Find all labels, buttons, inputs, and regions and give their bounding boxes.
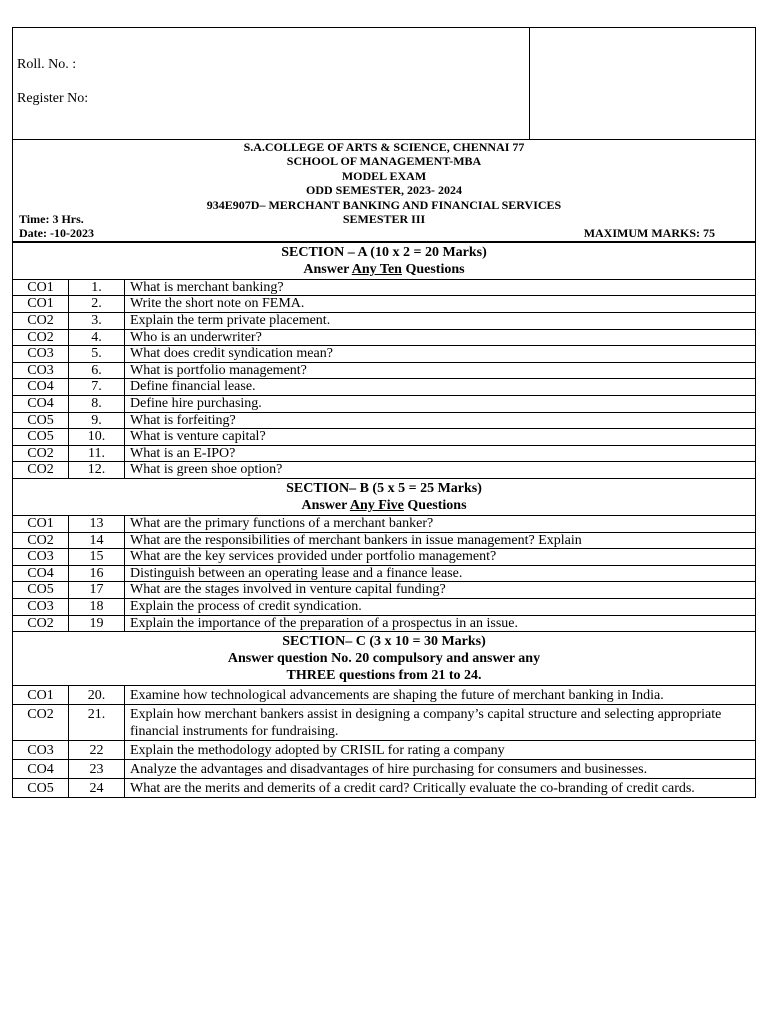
question-text: What is an E-IPO? (125, 445, 756, 462)
course-outcome: CO4 (13, 565, 69, 582)
course-outcome: CO3 (13, 598, 69, 615)
instruction-prefix: Answer (301, 497, 350, 513)
section-a-title: SECTION – A (10 x 2 = 20 Marks) (281, 244, 487, 260)
roll-number-label: Roll. No. : (17, 57, 77, 72)
course-outcome: CO3 (13, 362, 69, 379)
question-number: 15 (69, 549, 125, 566)
question-number: 6. (69, 362, 125, 379)
candidate-info-box (13, 28, 530, 140)
course-title: 934E907D– MERCHANT BANKING AND FINANCIAL SERVICES (206, 197, 562, 212)
exam-paper (12, 27, 756, 798)
question-row (13, 705, 756, 741)
question-number: 10. (69, 429, 125, 446)
course-outcome: CO5 (13, 429, 69, 446)
course-outcome: CO2 (13, 705, 69, 741)
course-outcome: CO2 (13, 313, 69, 330)
question-text: What are the key services provided under portfolio management? (125, 549, 756, 566)
question-text: Explain the methodology adopted by CRISIL for rating a company (125, 741, 756, 760)
question-number: 2. (69, 296, 125, 313)
question-row (13, 515, 756, 532)
question-row (13, 549, 756, 566)
question-row (13, 379, 756, 396)
question-row (13, 741, 756, 760)
section-b-instruction (17, 497, 751, 514)
question-text: Who is an underwriter? (125, 329, 756, 346)
question-number: 23 (69, 760, 125, 779)
instruction-prefix: Answer (303, 261, 352, 277)
question-row (13, 532, 756, 549)
blank-box (530, 28, 756, 140)
question-row (13, 582, 756, 599)
course-outcome: CO5 (13, 412, 69, 429)
section-b-heading-cell (13, 478, 756, 515)
question-number: 22 (69, 741, 125, 760)
question-text: Explain the process of credit syndication. (125, 598, 756, 615)
course-outcome: CO2 (13, 532, 69, 549)
instruction-suffix: Questions (403, 497, 467, 513)
course-outcome: CO5 (13, 582, 69, 599)
question-text: Explain the term private placement. (125, 313, 756, 330)
course-outcome: CO4 (13, 760, 69, 779)
question-text: Examine how technological advancements are shaping the future of merchant banking in India. (125, 686, 756, 705)
question-number: 8. (69, 395, 125, 412)
question-text: Define financial lease. (125, 379, 756, 396)
max-marks: MAXIMUM MARKS: 75 (583, 226, 715, 241)
question-row (13, 598, 756, 615)
course-outcome: CO3 (13, 741, 69, 760)
question-number: 20. (69, 686, 125, 705)
question-number: 24 (69, 779, 125, 798)
course-outcome: CO2 (13, 462, 69, 479)
course-outcome: CO2 (13, 329, 69, 346)
section-c-heading-cell (13, 632, 756, 686)
course-outcome: CO3 (13, 549, 69, 566)
question-number: 13 (69, 515, 125, 532)
section-c-title: SECTION– C (3 x 10 = 30 Marks) (282, 634, 486, 650)
question-text: What is forfeiting? (125, 412, 756, 429)
question-number: 19 (69, 615, 125, 632)
question-number: 18 (69, 598, 125, 615)
question-number: 11. (69, 445, 125, 462)
header-table (12, 27, 756, 242)
exam-time: Time: 3 Hrs. (19, 212, 84, 227)
section-b-title: SECTION– B (5 x 5 = 25 Marks) (286, 480, 482, 496)
question-text: Distinguish between an operating lease and a finance lease. (125, 565, 756, 582)
course-outcome: CO3 (13, 346, 69, 363)
question-number: 5. (69, 346, 125, 363)
question-row (13, 429, 756, 446)
question-row (13, 615, 756, 632)
section-c-instruction-2: THREE questions from 21 to 24. (286, 668, 482, 684)
course-outcome: CO5 (13, 779, 69, 798)
question-number: 16 (69, 565, 125, 582)
question-row (13, 760, 756, 779)
question-text: What is portfolio management? (125, 362, 756, 379)
question-text: What are the responsibilities of merchant bankers in issue management? Explain (125, 532, 756, 549)
question-number: 9. (69, 412, 125, 429)
section-c-heading (13, 632, 756, 686)
question-text: What are the stages involved in venture capital funding? (125, 582, 756, 599)
question-row (13, 362, 756, 379)
question-number: 14 (69, 532, 125, 549)
question-text: Define hire purchasing. (125, 395, 756, 412)
course-outcome: CO1 (13, 279, 69, 296)
course-outcome: CO4 (13, 395, 69, 412)
question-text: What are the primary functions of a merchant banker? (125, 515, 756, 532)
question-text: Analyze the advantages and disadvantages of hire purchasing for consumers and businesses. (125, 760, 756, 779)
question-number: 4. (69, 329, 125, 346)
question-row (13, 395, 756, 412)
section-a-heading (13, 242, 756, 279)
question-number: 1. (69, 279, 125, 296)
school-name: SCHOOL OF MANAGEMENT-MBA (286, 154, 482, 169)
instruction-suffix: Questions (401, 261, 465, 277)
question-text: What is venture capital? (125, 429, 756, 446)
exam-name: MODEL EXAM (341, 168, 427, 183)
question-row (13, 565, 756, 582)
question-text: What is green shoe option? (125, 462, 756, 479)
course-outcome: CO4 (13, 379, 69, 396)
question-row (13, 279, 756, 296)
questions-table (12, 242, 756, 798)
section-c-instruction-1: Answer question No. 20 compulsory and answer any (227, 651, 541, 667)
instruction-emphasis: Any Ten (351, 261, 402, 277)
question-row (13, 462, 756, 479)
question-row (13, 445, 756, 462)
question-text: Write the short note on FEMA. (125, 296, 756, 313)
course-outcome: CO1 (13, 686, 69, 705)
question-text: Explain how merchant bankers assist in designing a company’s capital structure and selecting appropriate financial instruments for fundraising. (125, 705, 756, 741)
course-outcome: CO1 (13, 296, 69, 313)
question-row (13, 412, 756, 429)
question-text: What is merchant banking? (125, 279, 756, 296)
semester-period: ODD SEMESTER, 2023- 2024 (305, 183, 463, 198)
question-number: 7. (69, 379, 125, 396)
question-number: 12. (69, 462, 125, 479)
question-row (13, 686, 756, 705)
instruction-emphasis: Any Five (349, 497, 404, 513)
section-a-heading-cell (13, 242, 756, 279)
question-text: Explain the importance of the preparation of a prospectus in an issue. (125, 615, 756, 632)
exam-semester: SEMESTER III (342, 212, 426, 227)
question-number: 3. (69, 313, 125, 330)
question-row (13, 346, 756, 363)
section-b-heading (13, 478, 756, 515)
question-text: What does credit syndication mean? (125, 346, 756, 363)
question-number: 17 (69, 582, 125, 599)
course-outcome: CO1 (13, 515, 69, 532)
exam-header (13, 140, 756, 242)
question-row (13, 329, 756, 346)
register-number-label: Register No: (17, 91, 89, 106)
question-text: What are the merits and demerits of a credit card? Critically evaluate the co-branding of credit cards. (125, 779, 756, 798)
question-row (13, 779, 756, 798)
section-a-instruction (17, 261, 751, 278)
course-outcome: CO2 (13, 615, 69, 632)
course-outcome: CO2 (13, 445, 69, 462)
college-name: S.A.COLLEGE OF ARTS & SCIENCE, CHENNAI 77 (243, 140, 525, 154)
question-number: 21. (69, 705, 125, 741)
question-row (13, 296, 756, 313)
exam-date: Date: -10-2023 (19, 226, 94, 241)
question-row (13, 313, 756, 330)
